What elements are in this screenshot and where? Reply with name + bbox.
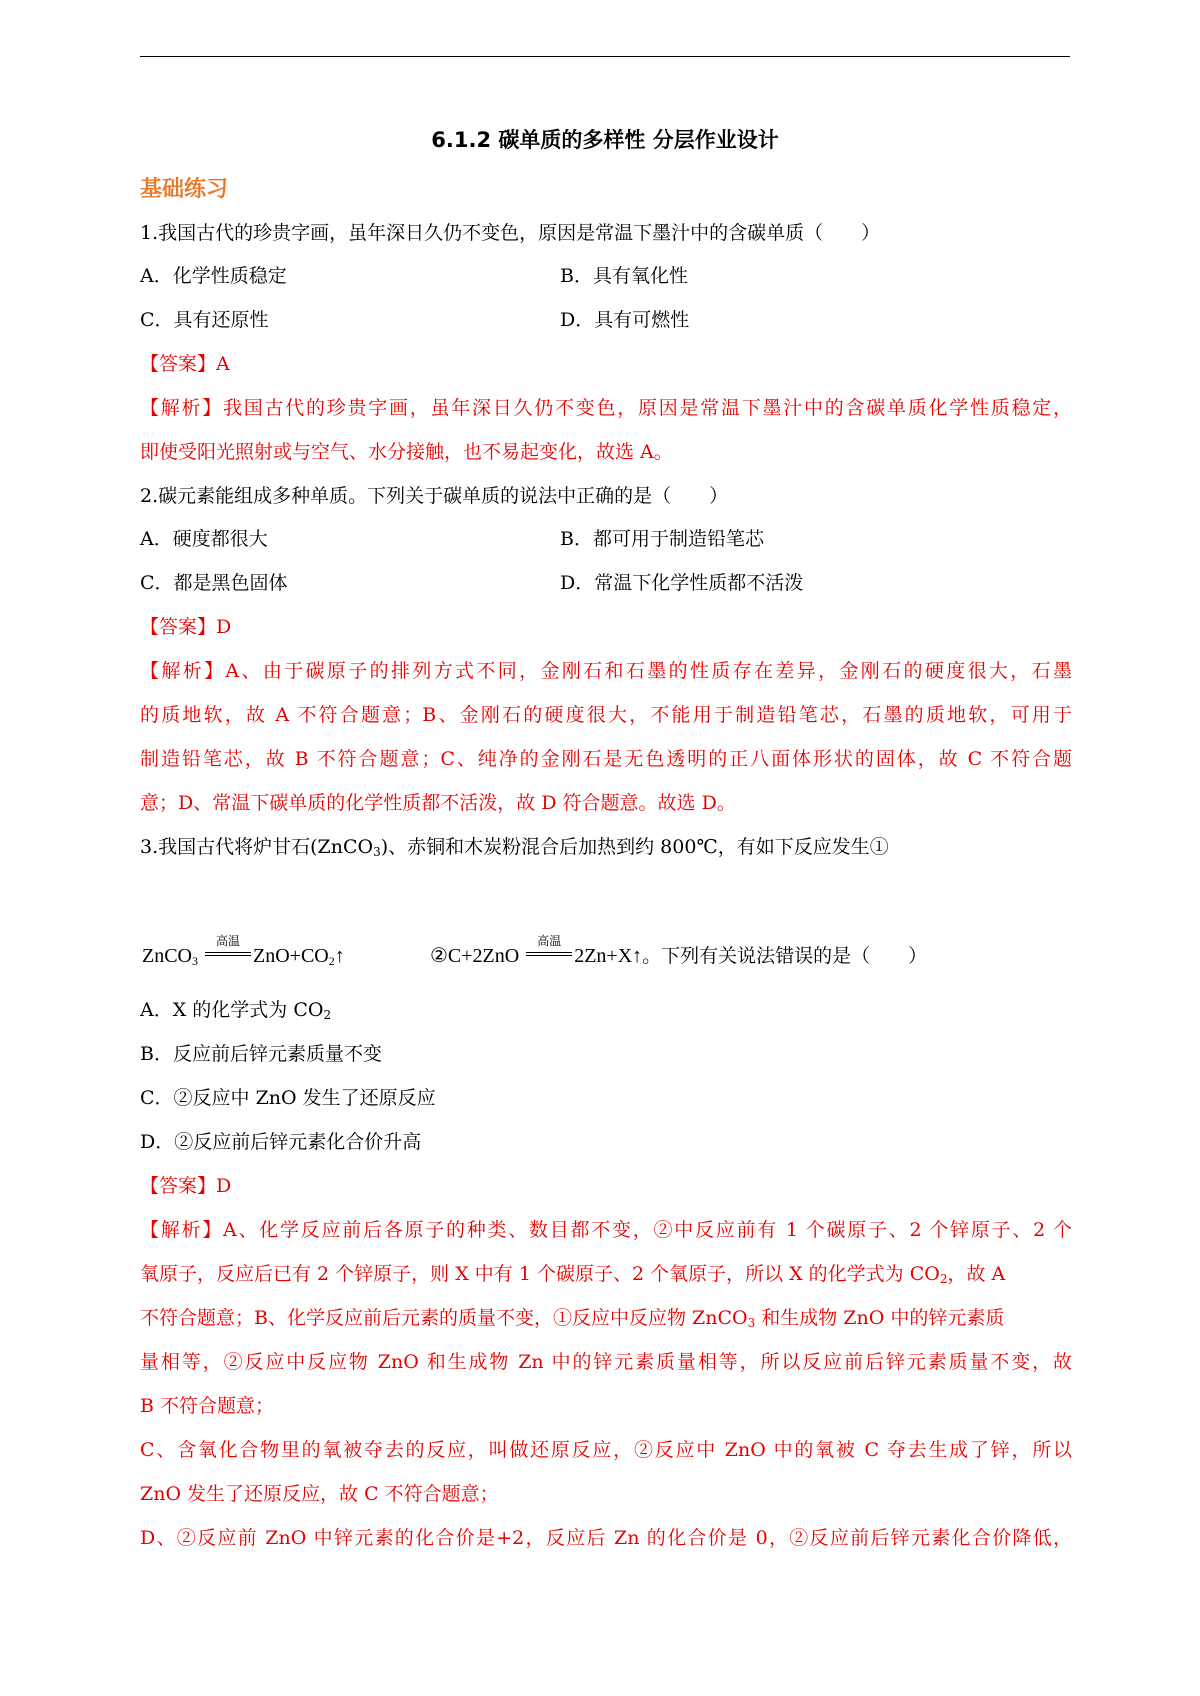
q2-option-d: D．常温下化学性质都不活泼 [560, 572, 804, 594]
q1-options-row-1 [140, 263, 1072, 289]
q2-analysis-line-3: 制造铅笔芯，故 B 不符合题意；C、纯净的金刚石是无色透明的正八面体形状的固体，故 C 不符合题 [140, 748, 1072, 770]
q1-option-b: B．具有氧化性 [560, 265, 688, 287]
q2-options-row-1 [140, 526, 1072, 552]
q2-options-row-2 [140, 570, 1072, 596]
q3-analysis-line-6: C、含氧化合物里的氧被夺去的反应，叫做还原反应，②反应中 ZnO 中的氧被 C 夺去生成了锌，所以 [140, 1439, 1072, 1461]
q3-analysis-line-2: 氧原子，反应后已有 2 个锌原子，则 X 中有 1 个碳原子、2 个氧原子，所以 X 的化学式为 $CO_2$，故 A [140, 1263, 1006, 1286]
q1-option-a: A．化学性质稳定 [140, 265, 287, 287]
q1-analysis-line-2: 即使受阳光照射或与空气、水分接触，也不易起变化，故选 A。 [140, 441, 673, 463]
q2-analysis-line-4: 意；D、常温下碳单质的化学性质都不活泼，故 D 符合题意。故选 D。 [140, 792, 736, 814]
q2-stem: 2.碳元素能组成多种单质。下列关于碳单质的说法中正确的是（ ） [140, 485, 729, 507]
q2-option-a: A．硬度都很大 [140, 528, 268, 550]
q3-option-b: B．反应前后锌元素质量不变 [140, 1043, 382, 1065]
q3-answer: 【答案】D [140, 1175, 232, 1197]
high-temperature-condition: 高温 [203, 938, 253, 968]
q1-option-d: D．具有可燃性 [560, 309, 690, 331]
q1-option-c: C．具有还原性 [140, 309, 269, 331]
q3-analysis-line-7: ZnO 发生了还原反应，故 C 不符合题意； [140, 1483, 499, 1505]
q3-stem: 3.我国古代将炉甘石(ZnCO$_3$)、赤铜和木炭粉混合后加热到约 800℃，有如下反应发生① [140, 836, 889, 859]
high-temperature-condition: 高温 [524, 938, 574, 968]
reaction-equation-2: ②C+2ZnO 高温 2Zn+X↑。下列有关说法错误的是（ ） [430, 934, 928, 967]
q1-analysis-line-1: 【解析】我国古代的珍贵字画，虽年深日久仍不变色，原因是常温下墨汁中的含碳单质化学性质稳定， [140, 397, 1072, 419]
q3-option-a: A．X 的化学式为 $CO_2$ [140, 999, 332, 1022]
q3-equations [140, 934, 1072, 978]
q2-option-c: C．都是黑色固体 [140, 572, 288, 594]
q3-analysis-line-8: D、②反应前 ZnO 中锌元素的化合价是+2，反应后 Zn 的化合价是 0，②反应前后锌元素化合价降低， [140, 1527, 1072, 1549]
q2-analysis-line-2: 的质地软，故 A 不符合题意；B、金刚石的硬度很大，不能用于制造铅笔芯，石墨的质地软，可用于 [140, 704, 1072, 726]
q3-analysis-line-3: 不符合题意；B、化学反应前后元素的质量不变，①反应中反应物 ZnCO$_3$ 和生成物 ZnO 中的锌元素质 [140, 1307, 1005, 1330]
q2-analysis-line-1: 【解析】A、由于碳原子的排列方式不同，金刚石和石墨的性质存在差异，金刚石的硬度很大，石墨 [140, 660, 1072, 682]
header-rule [140, 56, 1070, 57]
reaction-equation-1: ZnCO$_3$ 高温 $ZnO+CO_2↑$ [142, 934, 345, 968]
q1-options-row-2 [140, 307, 1072, 333]
document-title: 6.1.2 碳单质的多样性 分层作业设计 [431, 128, 779, 152]
q3-analysis-line-4: 量相等，②反应中反应物 ZnO 和生成物 Zn 中的锌元素质量相等，所以反应前后锌元素质量不变，故 [140, 1351, 1072, 1373]
q3-analysis-line-1: 【解析】A、化学反应前后各原子的种类、数目都不变，②中反应前有 1 个碳原子、2 个锌原子、2 个 [140, 1219, 1072, 1241]
q2-answer: 【答案】D [140, 616, 232, 638]
q1-answer: 【答案】A [140, 353, 230, 375]
q3-option-c: C．②反应中 ZnO 发生了还原反应 [140, 1087, 436, 1109]
q1-stem: 1.我国古代的珍贵字画，虽年深日久仍不变色，原因是常温下墨汁中的含碳单质（ ） [140, 222, 881, 244]
section-heading: 基础练习 [140, 177, 229, 202]
q3-analysis-line-5: B 不符合题意； [140, 1395, 275, 1417]
gas-arrow-icon: ↑ [334, 945, 345, 967]
q2-option-b: B．都可用于制造铅笔芯 [560, 528, 764, 550]
q3-option-d: D．②反应前后锌元素化合价升高 [140, 1131, 422, 1153]
